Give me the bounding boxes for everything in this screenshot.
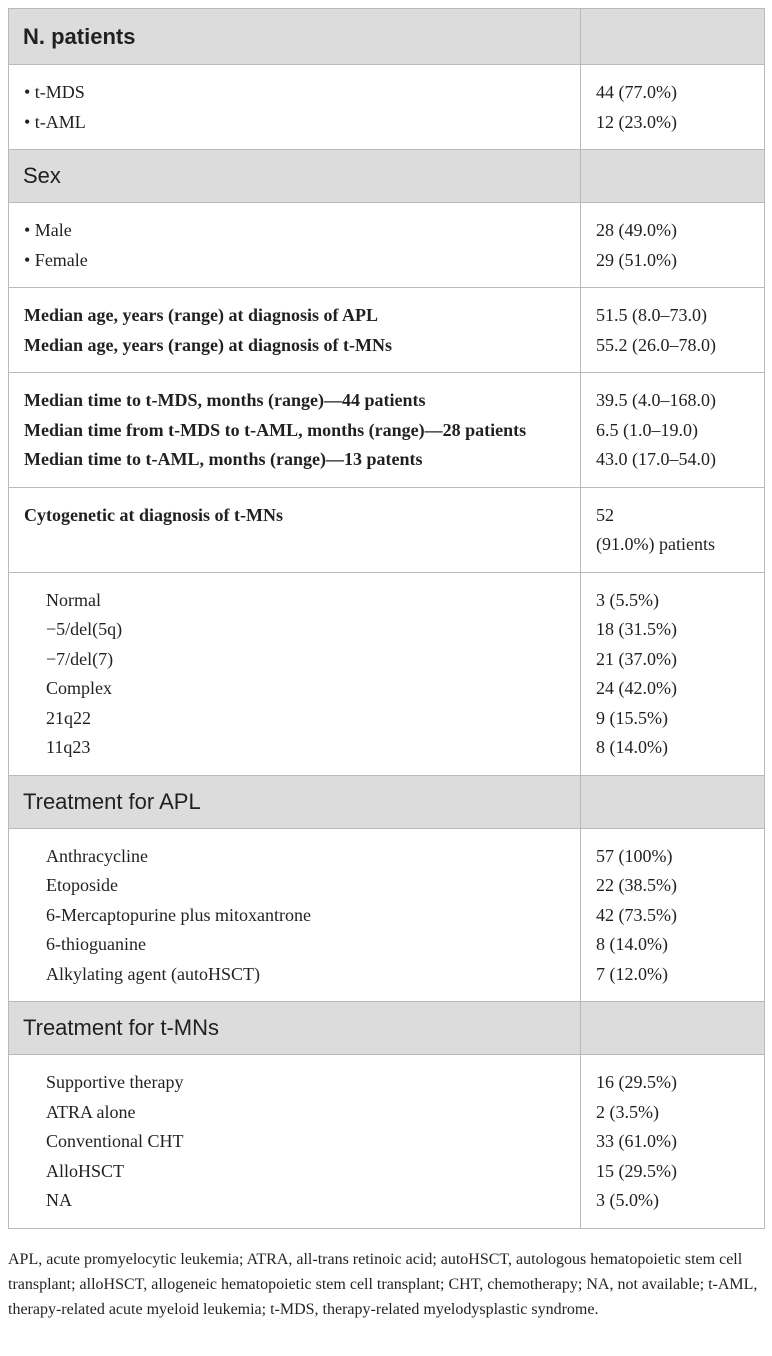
apl-treatment-value: 7 (12.0%) bbox=[596, 963, 668, 984]
cytogenetic-row bbox=[9, 487, 765, 572]
age-value-apl: 51.5 (8.0–73.0) bbox=[596, 305, 707, 325]
apl-treatment-label: 6-thioguanine bbox=[46, 934, 146, 954]
sex-label-female: • Female bbox=[24, 249, 88, 270]
tmn-treatment-values bbox=[581, 1055, 765, 1229]
sex-header-row bbox=[9, 150, 765, 203]
apl-treatment-values bbox=[581, 828, 765, 1002]
type-value-taml: 12 (23.0%) bbox=[596, 111, 677, 132]
age-value-tmns: 55.2 (26.0–78.0) bbox=[596, 334, 716, 355]
header-label: N. patients bbox=[9, 9, 581, 65]
apl-treatment-header: Treatment for APL bbox=[9, 775, 581, 828]
time-value-taml: 43.0 (17.0–54.0) bbox=[596, 449, 716, 469]
karyotype-label: −5/del(5q) bbox=[46, 619, 123, 639]
apl-treatment-value: 8 (14.0%) bbox=[596, 934, 668, 954]
apl-treatment-label: 6-Mercaptopurine plus mitoxantrone bbox=[46, 904, 311, 925]
karyotype-value: 8 (14.0%) bbox=[596, 737, 668, 757]
apl-treatment-header-row bbox=[9, 775, 765, 828]
tmn-treatment-label: NA bbox=[46, 1190, 72, 1210]
karyotype-value: 9 (15.5%) bbox=[596, 707, 668, 728]
cytogenetic-value-count: 52 bbox=[596, 504, 614, 525]
tmn-treatment-label: ATRA alone bbox=[46, 1101, 136, 1122]
tmn-treatment-label: Conventional CHT bbox=[46, 1131, 184, 1151]
time-label-tmds-to-taml: Median time from t-MDS to t-AML, months (range)—28 patients bbox=[24, 419, 527, 440]
patient-characteristics-table-wrapper bbox=[8, 8, 764, 1229]
time-value-tmds: 39.5 (4.0–168.0) bbox=[596, 390, 716, 410]
tmn-treatment-labels bbox=[9, 1055, 581, 1229]
tmn-treatment-header-value bbox=[581, 1002, 765, 1055]
patient-characteristics-table bbox=[8, 8, 765, 1229]
cytogenetic-label-cell bbox=[9, 487, 581, 572]
karyotype-labels bbox=[9, 572, 581, 775]
sex-header-value bbox=[581, 150, 765, 203]
karyotype-label: 11q23 bbox=[46, 737, 91, 757]
time-label-tmds: Median time to t-MDS, months (range)—44 patients bbox=[24, 390, 426, 410]
karyotype-label: −7/del(7) bbox=[46, 648, 114, 669]
sex-row-group bbox=[9, 203, 765, 288]
time-label-taml: Median time to t-AML, months (range)—13 patents bbox=[24, 449, 423, 469]
tmn-treatment-value: 33 (61.0%) bbox=[596, 1131, 677, 1151]
karyotype-value: 18 (31.5%) bbox=[596, 619, 677, 639]
karyotype-value: 3 (5.5%) bbox=[596, 589, 659, 610]
type-values bbox=[581, 65, 765, 150]
tmn-treatment-header-row bbox=[9, 1002, 765, 1055]
header-row bbox=[9, 9, 765, 65]
age-label-apl: Median age, years (range) at diagnosis of APL bbox=[24, 305, 378, 325]
tmn-treatment-header: Treatment for t-MNs bbox=[9, 1002, 581, 1055]
sex-values bbox=[581, 203, 765, 288]
cytogenetic-value-cell bbox=[581, 487, 765, 572]
header-value bbox=[581, 9, 765, 65]
apl-treatment-value: 22 (38.5%) bbox=[596, 875, 677, 895]
apl-treatment-label: Etoposide bbox=[46, 875, 118, 895]
tmn-treatment-value: 3 (5.0%) bbox=[596, 1190, 659, 1210]
age-row-group bbox=[9, 288, 765, 373]
age-labels bbox=[9, 288, 581, 373]
time-labels bbox=[9, 373, 581, 488]
sex-header: Sex bbox=[9, 150, 581, 203]
cytogenetic-value-percent: (91.0%) patients bbox=[596, 534, 715, 554]
tmn-treatment-value: 16 (29.5%) bbox=[596, 1072, 677, 1092]
type-row-group bbox=[9, 65, 765, 150]
sex-labels bbox=[9, 203, 581, 288]
sex-value-male: 28 (49.0%) bbox=[596, 220, 677, 240]
apl-treatment-label: Anthracycline bbox=[46, 845, 148, 866]
apl-treatment-value: 42 (73.5%) bbox=[596, 904, 677, 925]
apl-treatment-label: Alkylating agent (autoHSCT) bbox=[46, 963, 260, 984]
apl-treatment-value: 57 (100%) bbox=[596, 845, 673, 866]
tmn-treatment-row-group bbox=[9, 1055, 765, 1229]
time-row-group bbox=[9, 373, 765, 488]
karyotype-label: Normal bbox=[46, 589, 101, 610]
sex-label-male: • Male bbox=[24, 220, 72, 240]
tmn-treatment-value: 15 (29.5%) bbox=[596, 1160, 677, 1181]
tmn-treatment-value: 2 (3.5%) bbox=[596, 1101, 659, 1122]
type-label-taml: • t-AML bbox=[24, 111, 86, 132]
type-value-tmds: 44 (77.0%) bbox=[596, 82, 677, 102]
type-labels bbox=[9, 65, 581, 150]
tmn-treatment-label: Supportive therapy bbox=[46, 1072, 184, 1092]
karyotype-row-group bbox=[9, 572, 765, 775]
cytogenetic-label: Cytogenetic at diagnosis of t-MNs bbox=[24, 504, 283, 525]
type-label-tmds: • t-MDS bbox=[24, 82, 85, 102]
tmn-treatment-label: AlloHSCT bbox=[46, 1160, 125, 1181]
time-value-tmds-to-taml: 6.5 (1.0–19.0) bbox=[596, 419, 698, 440]
apl-treatment-labels bbox=[9, 828, 581, 1002]
karyotype-label: 21q22 bbox=[46, 707, 91, 728]
karyotype-value: 24 (42.0%) bbox=[596, 678, 677, 698]
karyotype-label: Complex bbox=[46, 678, 112, 698]
apl-treatment-row-group bbox=[9, 828, 765, 1002]
table-footnote: APL, acute promyelocytic leukemia; ATRA, all-trans retinoic acid; autoHSCT, autologous hematopoietic stem cell transplant; alloHSCT, allogeneic hematopoietic stem cell transplant; CHT, chemotherapy; NA, not available; t-AML, therapy-related acute myeloid leukemia; t-MDS, therapy-related myelodysplastic syndrome. bbox=[8, 1251, 758, 1318]
apl-treatment-header-value bbox=[581, 775, 765, 828]
age-label-tmns: Median age, years (range) at diagnosis of t-MNs bbox=[24, 334, 392, 355]
sex-value-female: 29 (51.0%) bbox=[596, 249, 677, 270]
karyotype-values bbox=[581, 572, 765, 775]
time-values bbox=[581, 373, 765, 488]
age-values bbox=[581, 288, 765, 373]
karyotype-value: 21 (37.0%) bbox=[596, 648, 677, 669]
